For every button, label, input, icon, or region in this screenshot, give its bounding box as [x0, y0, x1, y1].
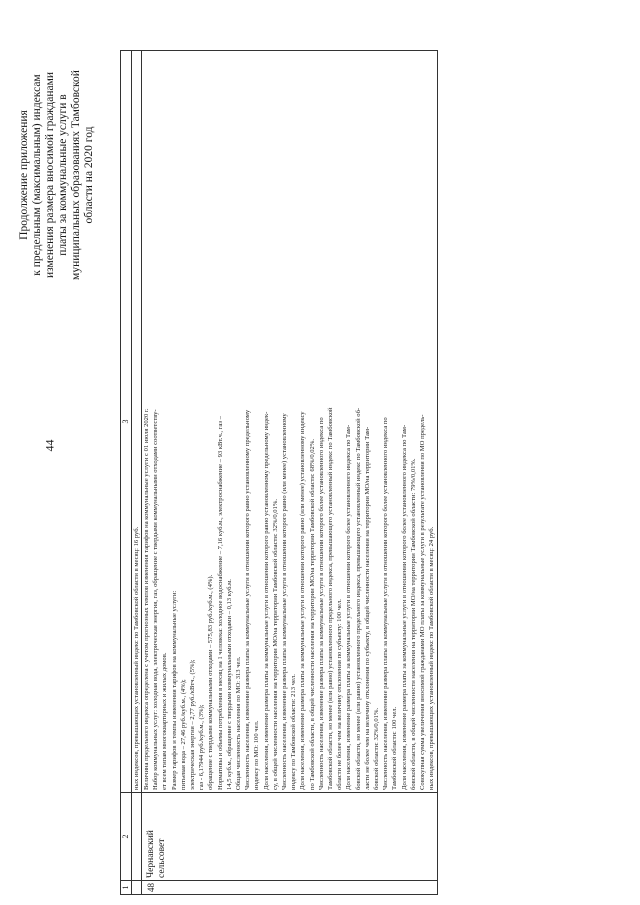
heading-line: платы за коммунальные услуги в: [57, 94, 69, 256]
description-line: области не более чем на величину отклонения по субъекту: 100 чел.: [336, 599, 344, 790]
description-line: Численность населения, изменение размера платы за коммунальные услуги в отношении которого равно установленному предельному: [244, 409, 252, 790]
description-line: электрическая энергия – 2,77 руб./кВтч., (5%);: [189, 659, 197, 790]
description-line: ных индексов, превышающих установленный индекс по Тамбовской области в месяц: 24 руб.: [428, 526, 436, 790]
description-line: Численность населения, изменение размера платы за коммунальные услуги в отношении которого равно (или менее) установленному: [281, 413, 289, 790]
description-line: 14,5 куб.м., обращение с твердыми коммунальными отходами – 0,13 куб.м.: [225, 579, 233, 790]
description-line: индексу по Тамбовской области: 213 чел.: [290, 674, 298, 790]
heading-line: изменения размера вносимой гражданами: [44, 71, 56, 279]
table-row: [142, 51, 438, 895]
description-line: бовской области, но менее (или равно) установленного предельного индекса, превышающего установленный индекс по Тамбовской об-: [354, 407, 362, 790]
table-header-row: [121, 51, 132, 895]
description-line: бовской области, в общей численности населения на территории МО/на территории Тамбовской области: 79%/0,01%.: [409, 458, 417, 790]
description-line: Тамбовской области, но менее (или равно) установленного предельного индекса, превышающего установленный индекс по Тамбовской: [327, 407, 335, 790]
heading-line: муниципальных образованиях Тамбовской: [70, 70, 82, 280]
appendix-heading: [18, 10, 96, 340]
carryover-text: ных индексов, превышающих установленный индекс по Тамбовской области в месяц: 16 руб.: [132, 51, 142, 793]
column-header-number: 1: [121, 881, 132, 895]
description-line: Доля населения, изменение размера платы за коммунальные услуги в отношении которого равно (или менее) установленному индексу: [299, 411, 307, 790]
description-line: питьевая вода – 27,46 руб./куб.м., (4%);: [179, 679, 187, 790]
description-line: ласти не более чем на величину отклонения по субъекту, в общей численности населения на территории МО/на территории Там-: [363, 426, 371, 790]
description-line: ет всем типам многоквартирных и жилых домов.: [161, 652, 169, 790]
description-line: Нормативы и объемы потребления в месяц на 1 человека: холодное водоснабжение – 7,16 куб.м., электроснабжение – 93 кВт.ч., газ –: [216, 416, 224, 790]
description-line: Численность населения, изменение размера платы за коммунальные услуги в отношении которого более установленного индекса по: [317, 417, 325, 790]
page-number: 44: [42, 439, 57, 452]
indices-table: [120, 50, 438, 895]
description-line: индексу по МО: 100 чел.: [253, 720, 261, 790]
heading-line: к предельным (максимальным) индексам: [31, 74, 43, 276]
description-line: Тамбовской области: 100 чел.: [391, 706, 399, 790]
description-line: Доля населения, изменение размера платы за коммунальные услуги в отношении которого более установленного индекса по Там-: [400, 424, 408, 790]
description-line: по Тамбовской области, в общей численности населения на территории МО/на территории Тамбовской области: 68%/0,02%.: [308, 439, 316, 790]
description-line: Численность населения, изменение размера платы за коммунальные услуги в отношении которого более установленного индекса по: [382, 417, 390, 790]
column-header-name: 2: [121, 793, 132, 881]
description-line: Доля населения, изменение размера платы за коммунальные услуги в отношении которого более установленного индекса по Там-: [345, 424, 353, 790]
description-line: газ - 6,17944 руб./куб.м., (3%);: [198, 704, 206, 790]
row-number: 48: [142, 881, 438, 895]
description-line: обращение с твердыми коммунальными отходами – 575,83 руб./куб.м., (4%).: [207, 574, 215, 790]
municipality-name: Чернавский сельсовет: [142, 793, 438, 881]
carryover-row: [132, 51, 142, 895]
column-header-description: 3: [121, 51, 132, 793]
row-description: [142, 51, 438, 793]
heading-line: Продолжение приложения: [18, 110, 30, 240]
description-line: Общая численность населения по МО: 313 чел.: [235, 656, 243, 790]
heading-line: области на 2020 год: [83, 126, 95, 224]
description-line: Размер тарифов и темпы изменения тарифов на коммунальные услуги:: [170, 590, 178, 790]
description-line: су, в общей численности населения на территории МО/на территории Тамбовской области: 32%/0,01%.: [271, 499, 279, 790]
description-line: бовской области: 32%/0,01%.: [373, 707, 381, 790]
description-line: Совокупная сумма увеличения вносимой гражданами МО платы за коммунальные услуги в результате установления по МО предель-: [419, 414, 427, 790]
description-line: Набор коммунальных услуг: холодная вода, электрическая энергия, газ, обращение с твердыми коммунальными отходами соответству-: [152, 409, 160, 790]
description-line: Доля населения, изменение размера платы за коммунальные услуги в отношении которого равно установленному предельному индек-: [262, 411, 270, 790]
description-line: Величина предельного индекса определена с учетом прогнозных темпов изменения тарифов на коммунальные услуги с 01 июля 2020 г.: [143, 408, 150, 790]
